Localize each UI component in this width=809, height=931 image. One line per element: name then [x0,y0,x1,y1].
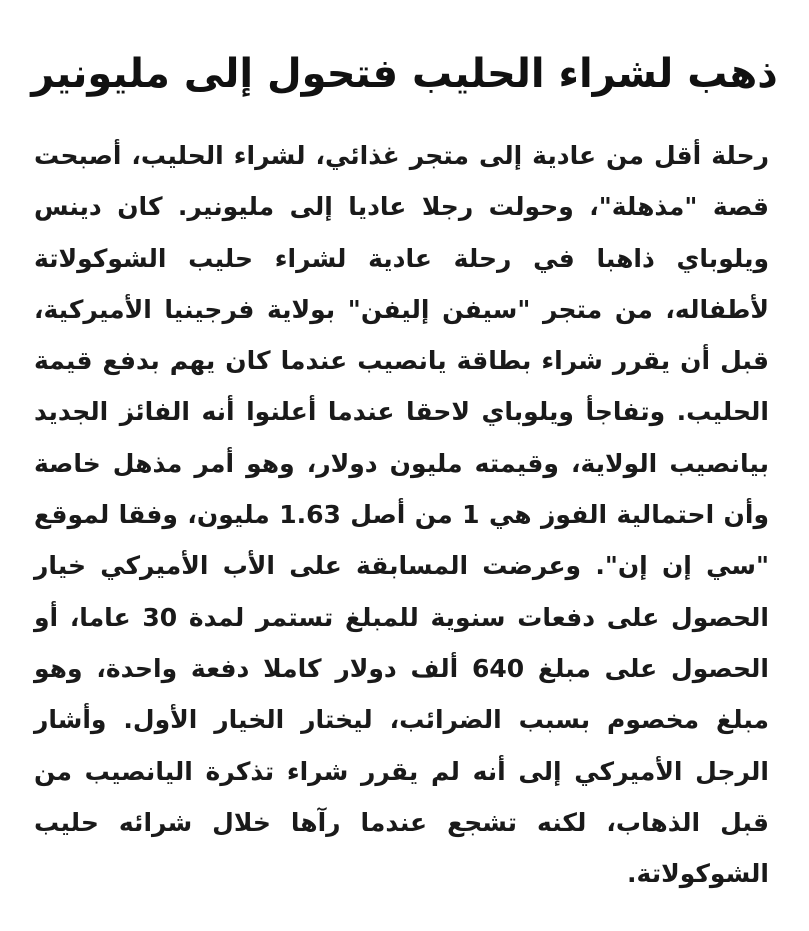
article-body: رحلة أقل من عادية إلى متجر غذائي، لشراء الحليب، أصبحت قصة "مذهلة"، وحولت رجلا عاديا إلى مليونير. كان دينس ويلوباي ذاهبا في رحلة عادية لشراء حليب الشوكولاتة لأطفاله، من متجر "سيفن إليفن" بولاية فرجينيا الأميركية، قبل أن يقرر شراء بطاقة يانصيب عندما كان يهم بدفع قيمة الحليب. وتفاجأ ويلوباي لاحقا عندما أعلنوا أنه الفائز الجديد بيانصيب الولاية، وقيمته مليون دولار، وهو أمر مذهل خاصة وأن احتمالية الفوز هي 1 من أصل 1.63 مليون، وفقا لموقع "سي إن إن". وعرضت المسابقة على الأب الأميركي خيار الحصول على دفعات سنوية للمبلغ تستمر لمدة 30 عاما، أو الحصول على مبلغ 640 ألف دولار كاملا دفعة واحدة، وهو مبلغ مخصوم بسبب الضرائب، ليختار الخيار الأول. وأشار الرجل الأميركي إلى أنه لم يقرر شراء تذكرة اليانصيب من قبل الذهاب، لكنه تشجع عندما رآها خلال شرائه حليب الشوكولاتة. [34,141,770,889]
article-headline: ذهب لشراء الحليب فتحول إلى مليونير [31,51,778,97]
